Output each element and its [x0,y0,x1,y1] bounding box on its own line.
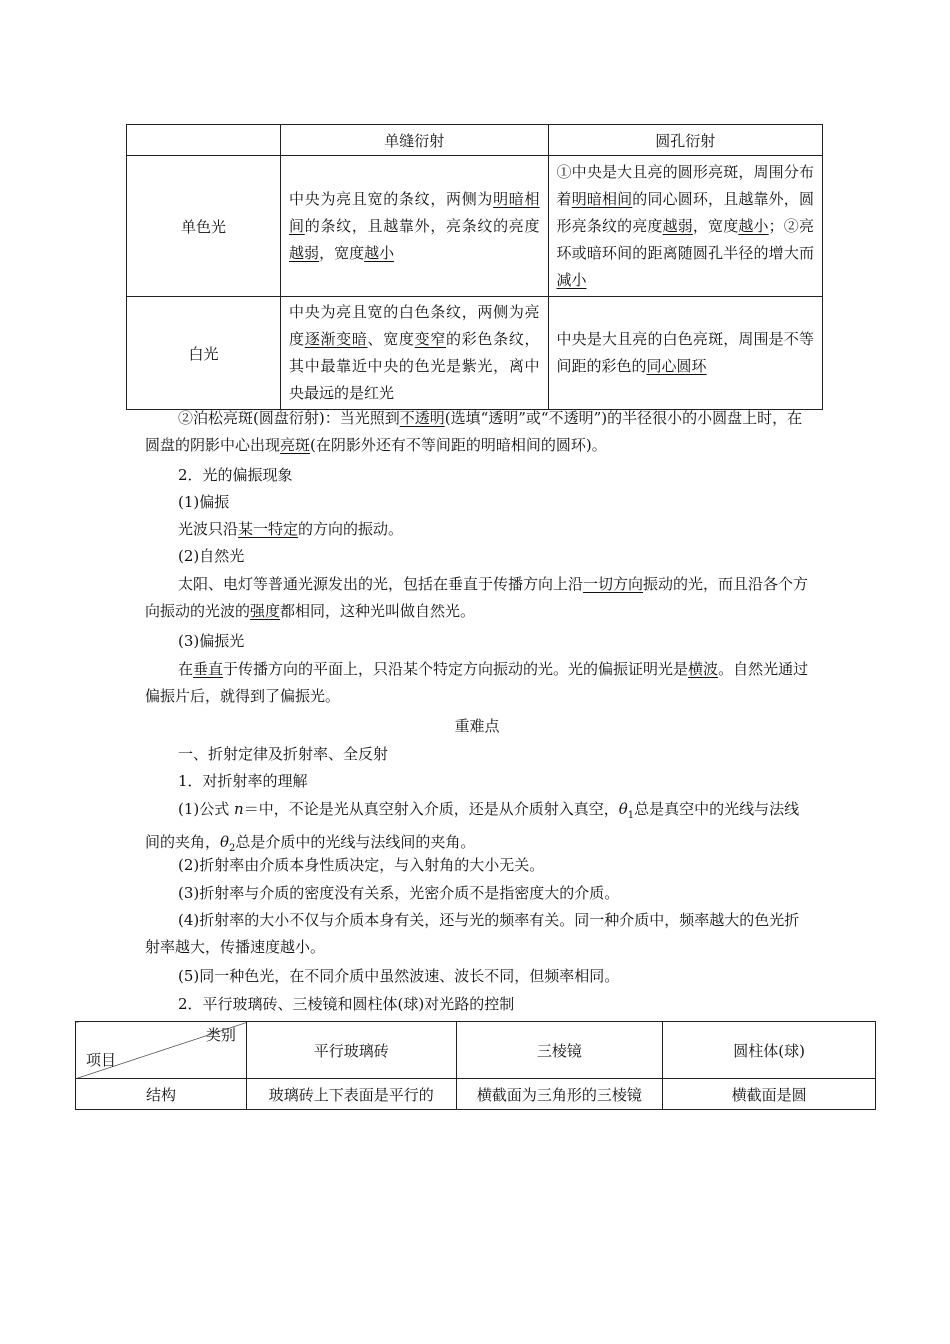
table-row [127,156,823,297]
header-cell-prism: 三棱镜 [456,1022,663,1079]
polarization-title: 2．光的偏振现象 [178,466,293,484]
refraction-item-5: (5)同一种色光，在不同介质中虽然波速、波长不同，但频率相同。 [178,967,620,985]
header-cell-cylinder: 圆柱体(球) [663,1022,876,1079]
cell-prism-structure: 横截面为三角形的三棱镜 [456,1079,663,1110]
header-cell-empty [127,125,281,156]
refraction-item-3: (3)折射率与介质的密度没有关系，光密介质不是指密度大的介质。 [178,884,620,902]
table-header-row [76,1022,876,1079]
corner-label-category: 类别 [205,1026,236,1044]
polarization-subtitle-3: (3)偏振光 [178,632,245,650]
table-header-row [127,125,823,156]
header-cell-circular-hole: 圆孔衍射 [548,125,822,156]
corner-label-item: 项目 [86,1051,117,1069]
polarization-subtitle-1: (1)偏振 [178,493,230,511]
refraction-item-4: (4)折射率的大小不仅与介质本身有关，还与光的频率有关。同一种介质中，频率越大的色光折射率越大，传播速度越小。 [145,911,800,956]
light-path-table [75,1021,876,1110]
section-1-2-heading: 2．平行玻璃砖、三棱镜和圆柱体(球)对光路的控制 [178,995,515,1013]
section-1-heading: 一、折射定律及折射率、全反射 [178,745,389,763]
polarization-subtitle-2: (2)自然光 [178,547,245,565]
table-row [76,1079,876,1110]
polarized-light-paragraph: 在垂直于传播方向的平面上，只沿某个特定方向振动的光。光的偏振证明光是横波。自然光通过偏振片后，就得到了偏振光。 [145,660,809,705]
natural-light-paragraph: 太阳、电灯等普通光源发出的光，包括在垂直于传播方向上沿一切方向振动的光，而且沿各个方向振动的光波的强度都相同，这种光叫做自然光。 [145,575,809,620]
polarization-body-1: 光波只沿某一特定的方向的振动。 [178,520,404,538]
cell-mono-circle: ①中央是大且亮的圆形亮斑，周围分布着明暗相间的同心圆环，且越靠外，圆形亮条纹的亮度越弱，宽度越小；②亮环或暗环间的距离随圆孔半径的增大而减小 [548,156,822,297]
table-row [127,297,823,410]
key-points-heading: 重难点 [454,717,500,735]
header-cell-glass-brick: 平行玻璃砖 [246,1022,456,1079]
cell-cylinder-structure: 横截面是圆 [663,1079,876,1110]
cell-white-circle: 中央是大且亮的白色亮斑，周围是不等间距的彩色的同心圆环 [548,297,822,410]
row-label-white: 白光 [127,297,281,410]
row-label-monochrome: 单色光 [127,156,281,297]
cell-mono-single: 中央为亮且宽的条纹，两侧为明暗相间的条纹，且越靠外，亮条纹的亮度越弱，宽度越小 [281,156,548,297]
diffraction-table [126,124,823,410]
row-label-structure: 结构 [76,1079,247,1110]
cell-white-single: 中央为亮且宽的白色条纹，两侧为亮度逐渐变暗、宽度变窄的彩色条纹，其中最靠近中央的色光是紫光，离中央最远的是红光 [281,297,548,410]
refraction-item-2: (2)折射率由介质本身性质决定，与入射角的大小无关。 [178,856,545,874]
header-cell-single-slit: 单缝衍射 [281,125,548,156]
cell-glass-brick-structure: 玻璃砖上下表面是平行的 [246,1079,456,1110]
section-1-1-heading: 1．对折射率的理解 [178,772,308,790]
refraction-item-1: (1)公式 n＝中，不论是光从真空射入介质，还是从介质射入真空，$\theta_1$总是真空中的光线与法线间的夹角，$\theta_2$总是介质中的光线与法线间的夹角。 [145,800,800,854]
diagonal-header-cell [76,1022,247,1079]
poisson-paragraph: ②泊松亮斑(圆盘衍射)：当光照到不透明(选填“透明”或“不透明”)的半径很小的小圆盘上时，在圆盘的阴影中心出现亮斑(在阴影外还有不等间距的明暗相间的圆环)。 [145,409,803,454]
